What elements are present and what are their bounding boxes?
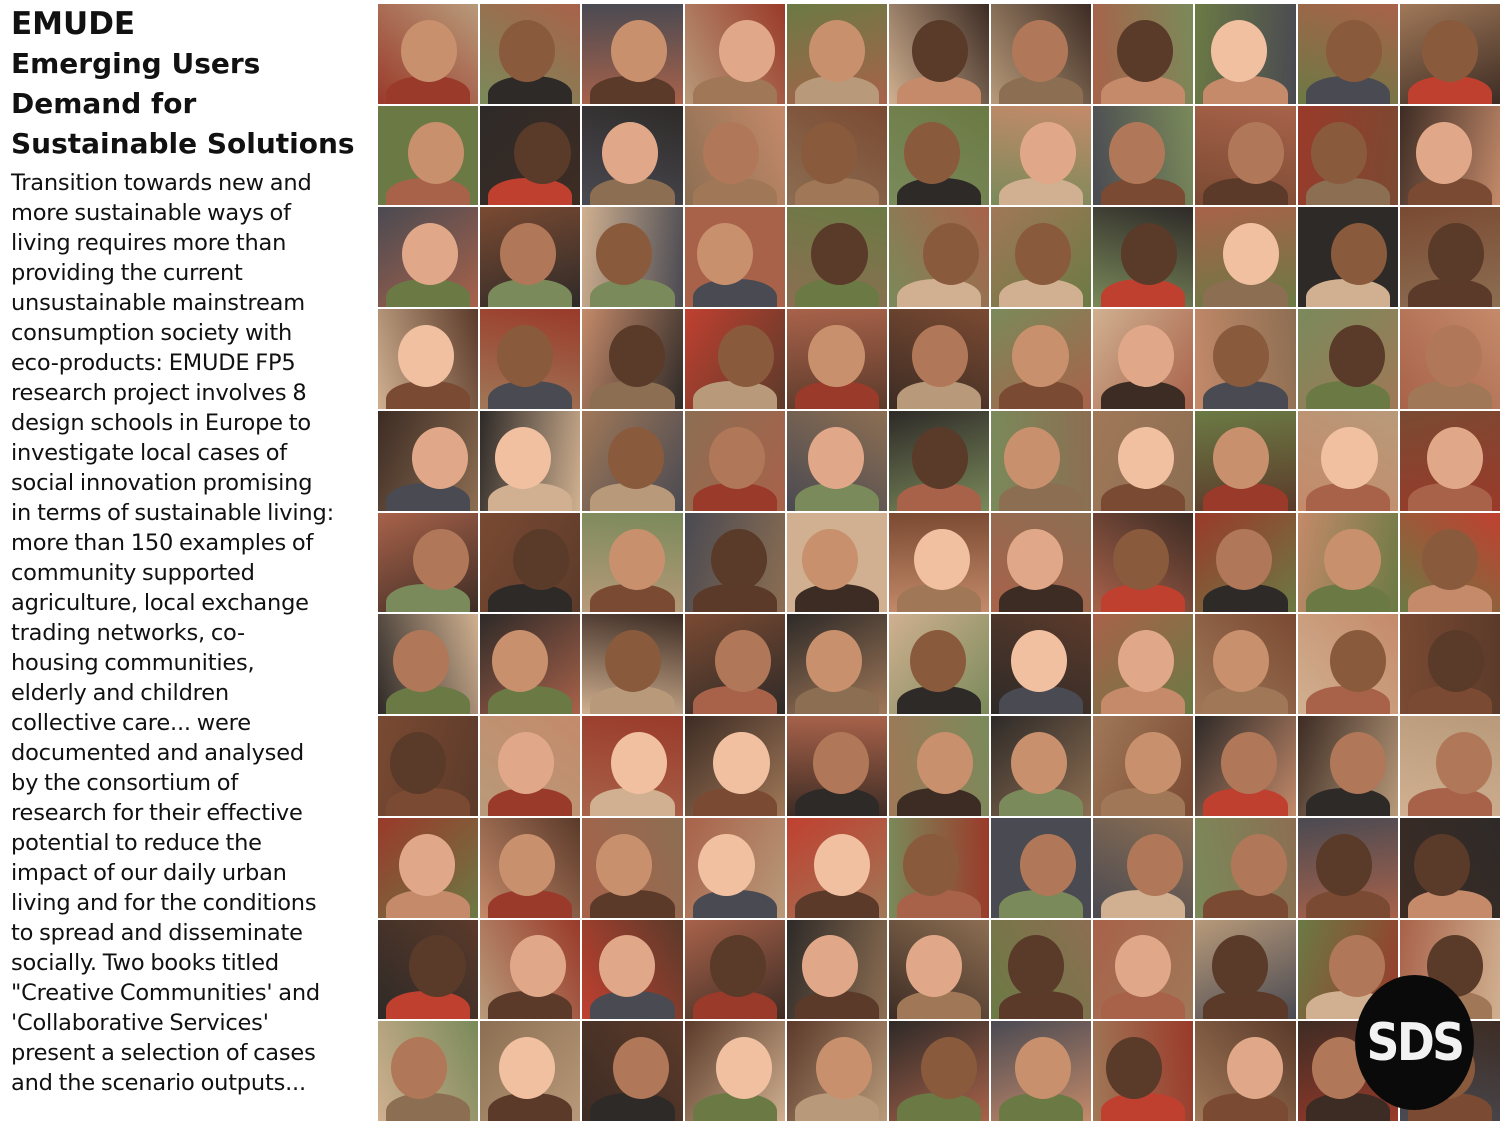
subtitle-line: Sustainable Solutions bbox=[11, 127, 355, 160]
person-face bbox=[1329, 935, 1385, 997]
photo-tile bbox=[787, 1021, 887, 1121]
person-face bbox=[713, 732, 769, 794]
person-body bbox=[386, 788, 470, 816]
description-line: living and for the conditions bbox=[11, 890, 317, 916]
photo-tile bbox=[787, 513, 887, 613]
photo-tile bbox=[1195, 614, 1295, 714]
description-line: investigate local cases of bbox=[11, 440, 288, 466]
person-face bbox=[698, 834, 754, 896]
photo-tile bbox=[889, 411, 989, 511]
photo-tile bbox=[1195, 1021, 1295, 1121]
description-line: Transition towards new and bbox=[11, 170, 312, 196]
photo-tile bbox=[685, 207, 785, 307]
photo-tile bbox=[787, 4, 887, 104]
photo-tile bbox=[378, 614, 478, 714]
photo-tile bbox=[685, 818, 785, 918]
photo-tile bbox=[991, 920, 1091, 1020]
person-face bbox=[1426, 325, 1482, 387]
person-face bbox=[923, 223, 979, 285]
person-face bbox=[596, 223, 652, 285]
person-face bbox=[1414, 834, 1470, 896]
photo-tile bbox=[1195, 207, 1295, 307]
person-face bbox=[1011, 732, 1067, 794]
photo-tile bbox=[1093, 920, 1193, 1020]
person-face bbox=[719, 20, 775, 82]
person-face bbox=[613, 1037, 669, 1099]
description-line: more sustainable ways of bbox=[11, 200, 291, 226]
photo-tile bbox=[685, 716, 785, 816]
sds-logo bbox=[1355, 975, 1474, 1110]
person-face bbox=[1330, 732, 1386, 794]
photo-tile bbox=[1093, 106, 1193, 206]
subtitle-line: Demand for bbox=[11, 87, 197, 120]
photo-tile bbox=[889, 106, 989, 206]
description-line: elderly and children bbox=[11, 680, 229, 706]
photo-tile bbox=[991, 309, 1091, 409]
person-body bbox=[693, 76, 777, 104]
description-line: 'Collaborative Services' bbox=[11, 1010, 269, 1036]
photo-tile bbox=[1400, 106, 1500, 206]
photo-tile bbox=[480, 513, 580, 613]
person-face bbox=[710, 935, 766, 997]
photo-tile bbox=[378, 4, 478, 104]
description-text bbox=[11, 168, 367, 1098]
description-line: potential to reduce the bbox=[11, 830, 262, 856]
photo-tile bbox=[1195, 818, 1295, 918]
person-face bbox=[1113, 529, 1169, 591]
person-face bbox=[605, 630, 661, 692]
description-line: research project involves 8 bbox=[11, 380, 307, 406]
photo-tile bbox=[1093, 309, 1193, 409]
photo-tile bbox=[889, 920, 989, 1020]
photo-tile bbox=[787, 920, 887, 1020]
person-face bbox=[1321, 427, 1377, 489]
person-face bbox=[1228, 122, 1284, 184]
photo-tile bbox=[1298, 309, 1398, 409]
person-face bbox=[412, 427, 468, 489]
photo-tile bbox=[1400, 309, 1500, 409]
photo-tile bbox=[1093, 513, 1193, 613]
person-face bbox=[1008, 935, 1064, 997]
photo-tile bbox=[1093, 411, 1193, 511]
person-face bbox=[1004, 427, 1060, 489]
person-face bbox=[1326, 20, 1382, 82]
person-face bbox=[596, 834, 652, 896]
description-line: community supported bbox=[11, 560, 255, 586]
person-body bbox=[693, 381, 777, 409]
person-face bbox=[921, 1037, 977, 1099]
person-face bbox=[802, 529, 858, 591]
photo-tile bbox=[1298, 513, 1398, 613]
photo-tile bbox=[787, 614, 887, 714]
person-face bbox=[1422, 529, 1478, 591]
photo-tile bbox=[378, 309, 478, 409]
photo-tile bbox=[889, 309, 989, 409]
description-line: socially. Two books titled bbox=[11, 950, 279, 976]
photo-tile bbox=[1298, 207, 1398, 307]
person-face bbox=[1106, 1037, 1162, 1099]
photo-tile bbox=[1400, 4, 1500, 104]
description-line: social innovation promising bbox=[11, 470, 313, 496]
photo-tile bbox=[685, 920, 785, 1020]
photo-tile bbox=[378, 411, 478, 511]
person-face bbox=[514, 122, 570, 184]
photo-tile bbox=[1093, 614, 1193, 714]
photo-tile bbox=[1093, 4, 1193, 104]
page-title: EMUDE bbox=[11, 6, 136, 42]
person-body bbox=[1101, 1093, 1185, 1121]
person-face bbox=[402, 223, 458, 285]
person-face bbox=[711, 529, 767, 591]
person-face bbox=[813, 732, 869, 794]
description-line: by the consortium of bbox=[11, 770, 239, 796]
person-face bbox=[408, 122, 464, 184]
person-face bbox=[609, 325, 665, 387]
person-face bbox=[1121, 223, 1177, 285]
photo-tile bbox=[685, 4, 785, 104]
person-face bbox=[1020, 122, 1076, 184]
photo-tile bbox=[378, 818, 478, 918]
person-face bbox=[1115, 935, 1171, 997]
person-face bbox=[1125, 732, 1181, 794]
person-face bbox=[1329, 325, 1385, 387]
photo-tile bbox=[685, 513, 785, 613]
person-face bbox=[1117, 20, 1173, 82]
photo-tile bbox=[991, 513, 1091, 613]
person-face bbox=[1428, 223, 1484, 285]
description-line: and the scenario outputs... bbox=[11, 1070, 306, 1096]
photo-tile bbox=[480, 4, 580, 104]
photo-tile bbox=[582, 513, 682, 613]
person-face bbox=[401, 20, 457, 82]
person-face bbox=[910, 630, 966, 692]
photo-tile bbox=[378, 106, 478, 206]
photo-tile bbox=[889, 513, 989, 613]
description-line: housing communities, bbox=[11, 650, 255, 676]
photo-tile bbox=[582, 309, 682, 409]
person-face bbox=[912, 427, 968, 489]
photo-tile bbox=[1298, 818, 1398, 918]
photo-tile bbox=[582, 716, 682, 816]
person-face bbox=[390, 732, 446, 794]
description-line: design schools in Europe to bbox=[11, 410, 311, 436]
description-line: in terms of sustainable living: bbox=[11, 500, 334, 526]
person-face bbox=[1221, 732, 1277, 794]
description-line: consumption society with bbox=[11, 320, 293, 346]
photo-tile bbox=[787, 716, 887, 816]
photo-tile bbox=[787, 818, 887, 918]
photo-tile bbox=[480, 309, 580, 409]
photo-tile bbox=[1195, 106, 1295, 206]
person-face bbox=[399, 834, 455, 896]
person-face bbox=[492, 630, 548, 692]
description-line: unsustainable mainstream bbox=[11, 290, 305, 316]
person-face bbox=[409, 935, 465, 997]
person-face bbox=[1428, 630, 1484, 692]
text-panel bbox=[11, 4, 367, 1098]
photo-tile bbox=[787, 309, 887, 409]
person-face bbox=[1118, 427, 1174, 489]
person-body bbox=[488, 686, 572, 714]
photo-tile bbox=[889, 614, 989, 714]
photo-tile bbox=[889, 207, 989, 307]
photo-tile bbox=[1298, 106, 1398, 206]
person-face bbox=[1311, 122, 1367, 184]
person-face bbox=[1118, 630, 1174, 692]
description-line: living requires more than bbox=[11, 230, 287, 256]
person-face bbox=[1109, 122, 1165, 184]
photo-tile bbox=[480, 106, 580, 206]
photo-tile bbox=[685, 309, 785, 409]
person-face bbox=[495, 427, 551, 489]
photo-tile bbox=[1298, 411, 1398, 511]
person-face bbox=[608, 427, 664, 489]
description-line: agriculture, local exchange bbox=[11, 590, 309, 616]
person-face bbox=[1011, 630, 1067, 692]
person-face bbox=[811, 223, 867, 285]
person-face bbox=[602, 122, 658, 184]
page-subtitle bbox=[11, 44, 367, 164]
photo-tile bbox=[991, 818, 1091, 918]
person-face bbox=[917, 732, 973, 794]
photo-tile bbox=[1093, 818, 1193, 918]
photo-tile bbox=[889, 4, 989, 104]
photo-tile bbox=[378, 207, 478, 307]
description-line: research for their effective bbox=[11, 800, 303, 826]
person-face bbox=[1118, 325, 1174, 387]
person-face bbox=[1213, 325, 1269, 387]
photo-tile bbox=[1298, 614, 1398, 714]
person-face bbox=[1223, 223, 1279, 285]
person-body bbox=[386, 483, 470, 511]
photo-tile bbox=[889, 818, 989, 918]
photo-mosaic bbox=[378, 4, 1500, 1121]
person-face bbox=[1213, 427, 1269, 489]
photo-tile bbox=[889, 716, 989, 816]
description-line: impact of our daily urban bbox=[11, 860, 287, 886]
photo-tile bbox=[1400, 716, 1500, 816]
person-face bbox=[1416, 122, 1472, 184]
description-line: providing the current bbox=[11, 260, 243, 286]
person-face bbox=[703, 122, 759, 184]
person-face bbox=[1127, 834, 1183, 896]
photo-tile bbox=[582, 614, 682, 714]
photo-tile bbox=[1400, 207, 1500, 307]
person-face bbox=[1020, 834, 1076, 896]
photo-tile bbox=[991, 106, 1091, 206]
subtitle-line: Emerging Users bbox=[11, 47, 261, 80]
photo-tile bbox=[1298, 716, 1398, 816]
person-face bbox=[1012, 325, 1068, 387]
photo-tile bbox=[991, 4, 1091, 104]
person-face bbox=[1436, 732, 1492, 794]
person-body bbox=[1306, 686, 1390, 714]
person-face bbox=[806, 630, 862, 692]
person-face bbox=[808, 427, 864, 489]
person-face bbox=[1213, 630, 1269, 692]
person-body bbox=[693, 279, 777, 307]
photo-tile bbox=[1298, 4, 1398, 104]
photo-tile bbox=[1195, 411, 1295, 511]
person-face bbox=[709, 427, 765, 489]
person-face bbox=[1422, 20, 1478, 82]
photo-tile bbox=[582, 1021, 682, 1121]
person-face bbox=[906, 935, 962, 997]
person-body bbox=[386, 584, 470, 612]
person-face bbox=[497, 325, 553, 387]
person-face bbox=[802, 935, 858, 997]
photo-tile bbox=[1093, 1021, 1193, 1121]
photo-tile bbox=[1093, 716, 1193, 816]
person-body bbox=[488, 178, 572, 206]
person-face bbox=[599, 935, 655, 997]
photo-tile bbox=[991, 716, 1091, 816]
person-face bbox=[801, 122, 857, 184]
photo-tile bbox=[1400, 614, 1500, 714]
photo-tile bbox=[787, 106, 887, 206]
photo-tile bbox=[685, 1021, 785, 1121]
person-face bbox=[1227, 1037, 1283, 1099]
photo-tile bbox=[1195, 513, 1295, 613]
description-line: to spread and disseminate bbox=[11, 920, 303, 946]
photo-tile bbox=[480, 716, 580, 816]
person-face bbox=[391, 1037, 447, 1099]
photo-tile bbox=[1195, 716, 1295, 816]
person-face bbox=[1007, 529, 1063, 591]
person-face bbox=[904, 122, 960, 184]
description-line: documented and analysed bbox=[11, 740, 304, 766]
person-face bbox=[500, 223, 556, 285]
person-face bbox=[1216, 529, 1272, 591]
photo-tile bbox=[685, 106, 785, 206]
description-line: collective care... were bbox=[11, 710, 251, 736]
person-face bbox=[1015, 223, 1071, 285]
person-body bbox=[1306, 279, 1390, 307]
logo-text: SDS bbox=[1366, 1012, 1463, 1073]
photo-tile bbox=[1400, 818, 1500, 918]
photo-tile bbox=[480, 614, 580, 714]
person-face bbox=[914, 529, 970, 591]
photo-tile bbox=[480, 818, 580, 918]
person-face bbox=[499, 834, 555, 896]
photo-tile bbox=[889, 1021, 989, 1121]
person-face bbox=[716, 1037, 772, 1099]
person-body bbox=[488, 584, 572, 612]
person-face bbox=[1211, 20, 1267, 82]
person-face bbox=[413, 529, 469, 591]
photo-tile bbox=[991, 1021, 1091, 1121]
person-face bbox=[912, 325, 968, 387]
person-face bbox=[1212, 935, 1268, 997]
photo-tile bbox=[480, 1021, 580, 1121]
photo-tile bbox=[1093, 207, 1193, 307]
photo-tile bbox=[480, 920, 580, 1020]
description-line: present a selection of cases bbox=[11, 1040, 316, 1066]
photo-tile bbox=[582, 411, 682, 511]
photo-tile bbox=[582, 920, 682, 1020]
person-body bbox=[1203, 890, 1287, 918]
person-face bbox=[814, 834, 870, 896]
person-face bbox=[1427, 427, 1483, 489]
photo-tile bbox=[991, 411, 1091, 511]
photo-tile bbox=[1400, 513, 1500, 613]
person-face bbox=[903, 834, 959, 896]
description-line: eco-products: EMUDE FP5 bbox=[11, 350, 296, 376]
photo-tile bbox=[582, 106, 682, 206]
photo-tile bbox=[1195, 4, 1295, 104]
person-face bbox=[715, 630, 771, 692]
photo-tile bbox=[685, 614, 785, 714]
person-body bbox=[897, 279, 981, 307]
person-body bbox=[1408, 788, 1492, 816]
description-line: trading networks, co- bbox=[11, 620, 245, 646]
person-face bbox=[498, 732, 554, 794]
person-face bbox=[1330, 630, 1386, 692]
photo-tile bbox=[1195, 920, 1295, 1020]
person-face bbox=[398, 325, 454, 387]
person-face bbox=[1324, 529, 1380, 591]
person-face bbox=[510, 935, 566, 997]
photo-tile bbox=[378, 1021, 478, 1121]
person-face bbox=[1316, 834, 1372, 896]
photo-tile bbox=[582, 207, 682, 307]
photo-tile bbox=[378, 716, 478, 816]
person-face bbox=[499, 1037, 555, 1099]
photo-tile bbox=[787, 207, 887, 307]
person-face bbox=[513, 529, 569, 591]
photo-tile bbox=[1195, 309, 1295, 409]
person-face bbox=[393, 630, 449, 692]
person-body bbox=[1101, 890, 1185, 918]
person-face bbox=[816, 1037, 872, 1099]
description-line: "Creative Communities' and bbox=[11, 980, 321, 1006]
photo-tile bbox=[582, 4, 682, 104]
person-face bbox=[1015, 1037, 1071, 1099]
photo-tile bbox=[991, 614, 1091, 714]
person-face bbox=[697, 223, 753, 285]
photo-tile bbox=[480, 207, 580, 307]
person-face bbox=[912, 20, 968, 82]
photo-tile bbox=[582, 818, 682, 918]
person-face bbox=[611, 732, 667, 794]
person-face bbox=[808, 325, 864, 387]
person-face bbox=[1012, 20, 1068, 82]
photo-tile bbox=[480, 411, 580, 511]
person-face bbox=[718, 325, 774, 387]
person-face bbox=[499, 20, 555, 82]
photo-tile bbox=[378, 513, 478, 613]
photo-tile bbox=[787, 411, 887, 511]
description-line: more than 150 examples of bbox=[11, 530, 314, 556]
person-face bbox=[609, 529, 665, 591]
person-face bbox=[1331, 223, 1387, 285]
photo-tile bbox=[378, 920, 478, 1020]
photo-tile bbox=[991, 207, 1091, 307]
photo-tile bbox=[1400, 411, 1500, 511]
person-face bbox=[611, 20, 667, 82]
photo-tile bbox=[685, 411, 785, 511]
person-face bbox=[1231, 834, 1287, 896]
person-face bbox=[809, 20, 865, 82]
